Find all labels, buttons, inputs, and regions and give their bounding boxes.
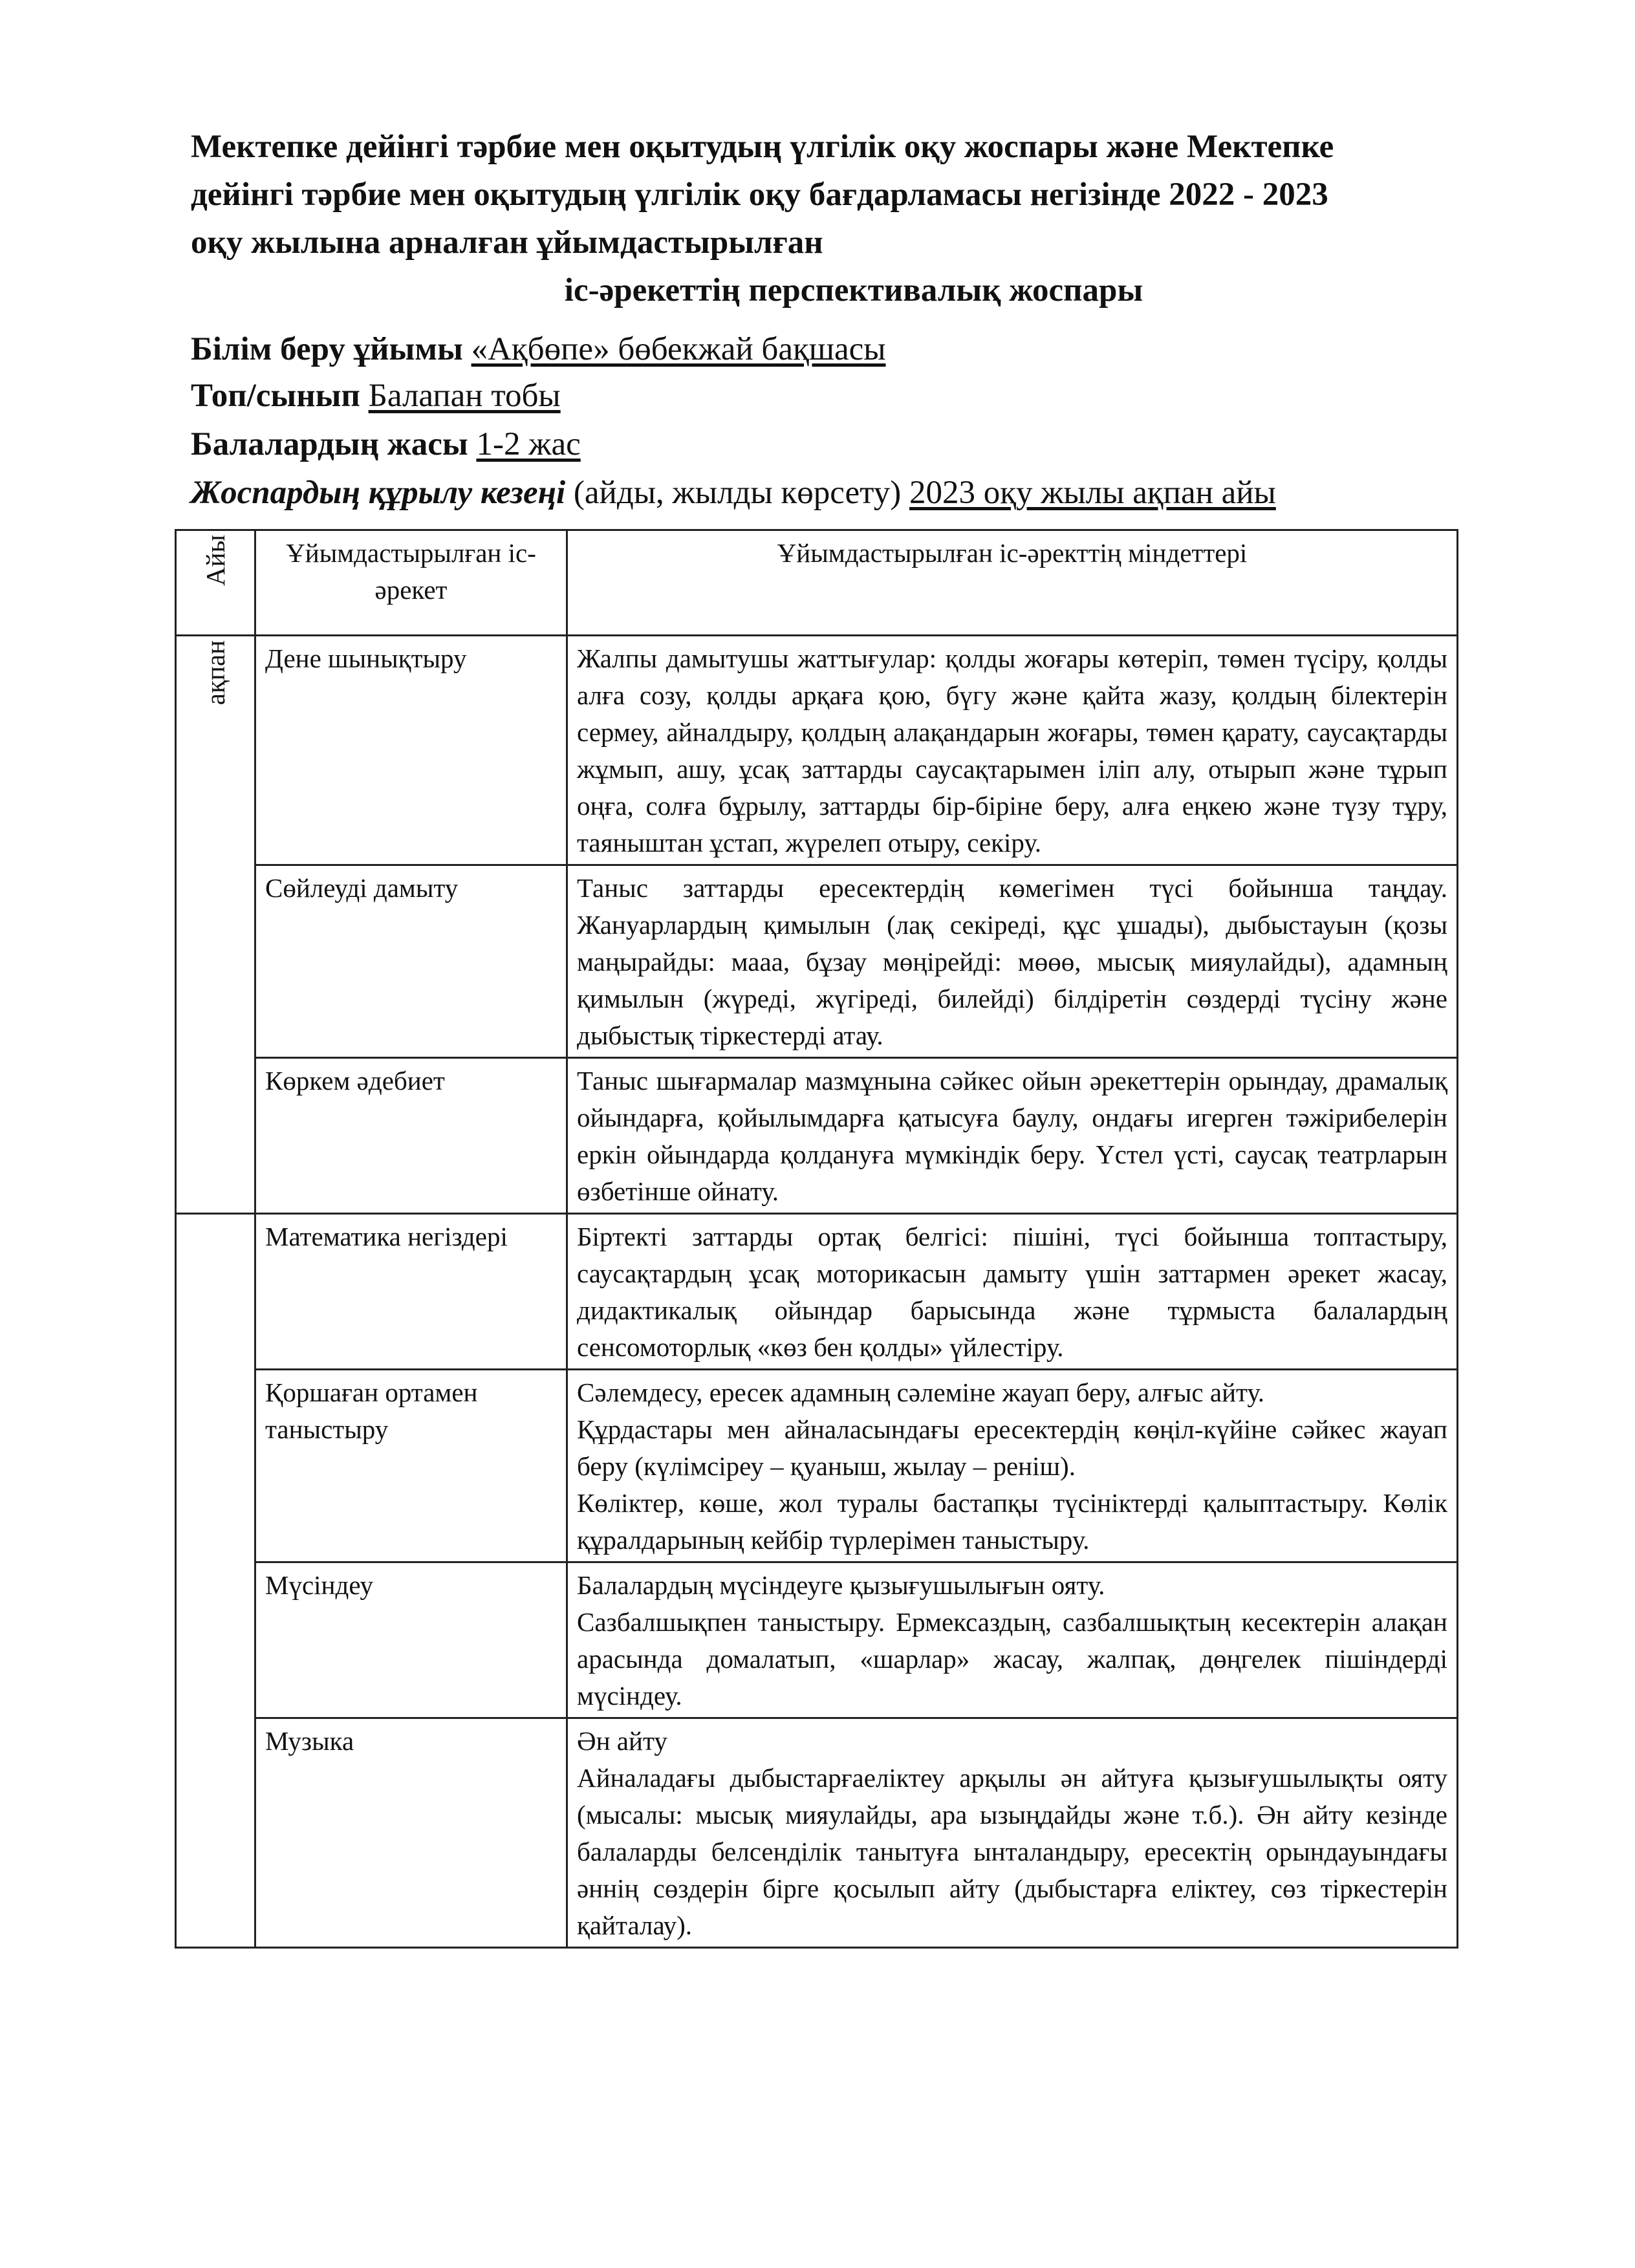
task-text: Сәлемдесу, ересек адамның сәлеміне жауап беру, алғыс айту. — [577, 1377, 1265, 1407]
title-line-4: іс-әрекеттің перспективалық жоспары — [564, 272, 1143, 308]
title-line-2: дейінгі тәрбие мен оқытудың үлгілік оқу бағдарламасы негізінде 2022 - 2023 — [191, 177, 1328, 213]
tasks-cell — [567, 865, 1458, 1058]
task-text: Таныс заттарды ересектердің көмегімен түсі бойынша таңдау. Жануарлардың қимылын (лақ секіреді, құс ұшады), дыбыстауын (қозы маңырайды: мааа, бұзау мөңірейді: мөөө, мысық мияулайды), адамның қимылын (жүреді, жүгіреді, билейді) білдіретін сөздерді түсіну және дыбыстық тіркестерді атау. — [577, 873, 1447, 1050]
month-cell — [176, 636, 255, 1214]
tasks-cell — [567, 1370, 1458, 1562]
table-row — [176, 1370, 1458, 1562]
plan-table — [175, 529, 1458, 1949]
table-row — [176, 1562, 1458, 1718]
tasks-cell — [567, 636, 1458, 865]
period-note: (айды, жылды көрсету) — [573, 475, 902, 511]
meta-group — [191, 375, 1549, 416]
tasks-cell — [567, 1214, 1458, 1370]
task-text: Ән айту — [577, 1726, 667, 1756]
document-title — [191, 123, 1517, 314]
meta-organization — [191, 329, 1549, 370]
title-line-1: Мектепке дейінгі тәрбие мен оқытудың үлгілік оқу жоспары және Мектепке — [191, 129, 1334, 165]
meta-period — [191, 472, 1549, 513]
table-row — [176, 1214, 1458, 1370]
task-text: Таныс шығармалар мазмұнына сәйкес ойын әрекеттерін орындау, драмалық ойындарға, қойылымдарға қатысуға баулу, ондағы игерген тәжірибелерін еркін ойындарда қолдануға мүмкіндік беру. Үстел үсті, саусақ театрларын өзбетінше ойнату. — [577, 1066, 1447, 1206]
task-text: Құрдастары мен айналасындағы ересектердің көңіл-күйіне сәйкес жауап беру (күлімсіреу – қуаныш, жылау – реніш). — [577, 1414, 1447, 1481]
activity-cell: Көркем әдебиет — [255, 1058, 567, 1214]
header-tasks: Ұйымдастырылған іс-әректтің міндеттері — [567, 530, 1458, 636]
meta-age — [191, 424, 1549, 465]
title-line-3: оқу жылына арналған ұйымдастырылған — [191, 224, 823, 261]
activity-cell: Қоршаған ортамен таныстыру — [255, 1370, 567, 1562]
org-value: «Ақбөпе» бөбекжай бақшасы — [471, 331, 886, 367]
header-month-label: Айы — [200, 535, 230, 587]
table-row — [176, 636, 1458, 865]
group-label: Топ/сынып — [191, 378, 360, 414]
header-activity: Ұйымдастырылған іс-әрекет — [255, 530, 567, 636]
activity-cell: Сөйлеуді дамыту — [255, 865, 567, 1058]
month-cell-empty — [176, 1214, 255, 1948]
age-label: Балалардың жасы — [191, 426, 468, 462]
period-label: Жоспардың құрылу кезеңі — [191, 475, 566, 511]
activity-cell: Математика негіздері — [255, 1214, 567, 1370]
org-label: Білім беру ұйымы — [191, 331, 463, 367]
table-row — [176, 1058, 1458, 1214]
header-month — [176, 530, 255, 636]
tasks-cell — [567, 1562, 1458, 1718]
task-text: Айналадағы дыбыстарғаеліктеу арқылы ән айтуға қызығушылықты ояту (мысалы: мысық мияулайды, ара ызыңдайды және т.б.). Ән айту кезінде балаларды белсенділік танытуға ынталандыру, ересектің орындауындағы әннің сөздерін бірге қосылып айту (дыбыстарға еліктеу, сөз тіркестерін қайталау). — [577, 1763, 1447, 1940]
activity-cell: Мүсіндеу — [255, 1562, 567, 1718]
task-text: Көліктер, көше, жол туралы бастапқы түсініктерді қалыптастыру. Көлік құралдарының кейбір түрлерімен таныстыру. — [577, 1488, 1447, 1555]
task-text: Жалпы дамытушы жаттығулар: қолды жоғары көтеріп, төмен түсіру, қолды алға созу, қолды арқаға қою, бүгу және қайта жазу, қолдың білектерін сермеу, айналдыру, қолдың алақандарын жоғары, төмен қарату, саусақтарды жұмып, ашу, ұсақ заттарды саусақтарымен іліп алу, отырып және тұрып оңға, солға бұрылу, заттарды бір-біріне беру, алға еңкею және түзу тұру, таяныштан ұстап, жүрелеп отыру, секіру. — [577, 643, 1447, 858]
age-value: 1-2 жас — [476, 426, 581, 462]
table-row — [176, 1718, 1458, 1948]
task-text: Сазбалшықпен таныстыру. Ермексаздың, сазбалшықтың кесектерін алақан арасында домалатып, «шарлар» жасау, жалпақ, дөңгелек пішіндерді мүсіндеу. — [577, 1607, 1447, 1711]
group-value: Балапан тобы — [368, 378, 561, 414]
table-row — [176, 865, 1458, 1058]
activity-cell: Дене шынықтыру — [255, 636, 567, 865]
tasks-cell — [567, 1718, 1458, 1948]
period-value: 2023 оқу жылы ақпан айы — [909, 475, 1276, 511]
task-text: Біртекті заттарды ортақ белгісі: пішіні, түсі бойынша топтастыру, саусақтардың ұсақ моторикасын дамыту үшін заттармен әрекет жасау, дидактикалық ойындар барысында және тұрмыста балалардың сенсомоторлық «көз бен қолды» үйлестіру. — [577, 1222, 1447, 1362]
task-text: Балалардың мүсіндеуге қызығушылығын ояту. — [577, 1570, 1105, 1600]
table-header-row — [176, 530, 1458, 636]
activity-cell: Музыка — [255, 1718, 567, 1948]
tasks-cell — [567, 1058, 1458, 1214]
month-label: ақпан — [200, 640, 230, 706]
